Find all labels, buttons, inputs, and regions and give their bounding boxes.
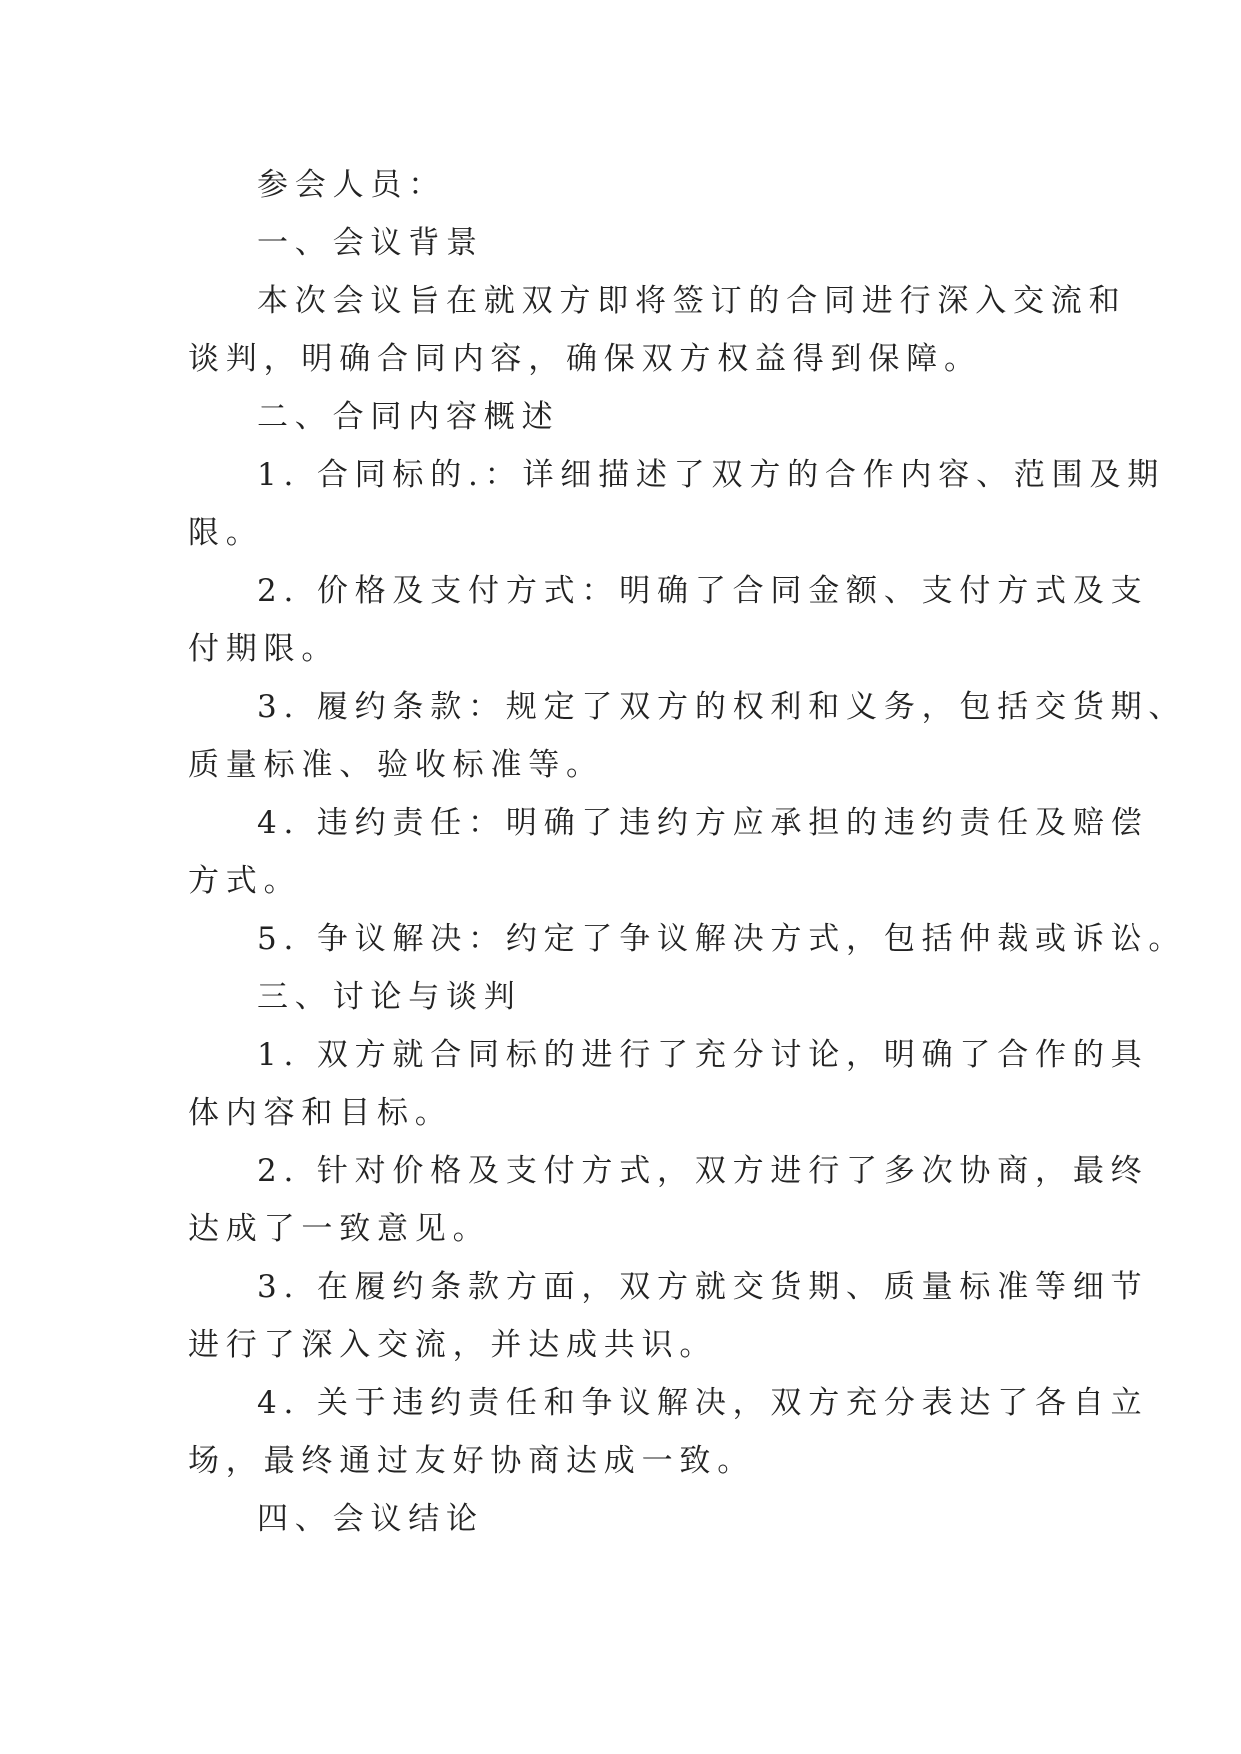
section-heading: 一、会议背景 (257, 225, 484, 261)
list-item-line: 5. 争议解决：约定了争议解决方式，包括仲裁或诉讼。 (257, 921, 1187, 957)
list-item-line: 1. 双方就合同标的进行了充分讨论，明确了合作的具 (257, 1037, 1149, 1073)
list-item-line: 付期限。 (188, 631, 340, 667)
list-item-line: 进行了深入交流，并达成共识。 (188, 1327, 718, 1363)
list-item-line: 1. 合同标的.：详细描述了双方的合作内容、范围及期 (257, 457, 1166, 493)
section-heading: 三、讨论与谈判 (257, 979, 522, 1015)
section-heading: 四、会议结论 (257, 1501, 484, 1537)
list-item-line: 3. 履约条款：规定了双方的权利和义务，包括交货期、 (257, 689, 1187, 725)
list-item-line: 场，最终通过友好协商达成一致。 (188, 1443, 755, 1479)
list-item-line: 限。 (188, 515, 264, 551)
list-item-line: 质量标准、验收标准等。 (188, 747, 604, 783)
list-item-line: 达成了一致意见。 (188, 1211, 491, 1247)
list-item-line: 4. 违约责任：明确了违约方应承担的违约责任及赔偿 (257, 805, 1149, 841)
list-item-line: 方式。 (188, 863, 302, 899)
paragraph-line: 谈判，明确合同内容，确保双方权益得到保障。 (188, 341, 982, 377)
attendees-line: 参会人员： (257, 167, 446, 203)
paragraph-line: 本次会议旨在就双方即将签订的合同进行深入交流和 (257, 283, 1127, 319)
list-item-line: 4. 关于违约责任和争议解决，双方充分表达了各自立 (257, 1385, 1149, 1421)
section-heading: 二、合同内容概述 (257, 399, 560, 435)
list-item-line: 2. 价格及支付方式：明确了合同金额、支付方式及支 (257, 573, 1149, 609)
list-item-line: 3. 在履约条款方面，双方就交货期、质量标准等细节 (257, 1269, 1149, 1305)
list-item-line: 2. 针对价格及支付方式，双方进行了多次协商，最终 (257, 1153, 1149, 1189)
list-item-line: 体内容和目标。 (188, 1095, 453, 1131)
